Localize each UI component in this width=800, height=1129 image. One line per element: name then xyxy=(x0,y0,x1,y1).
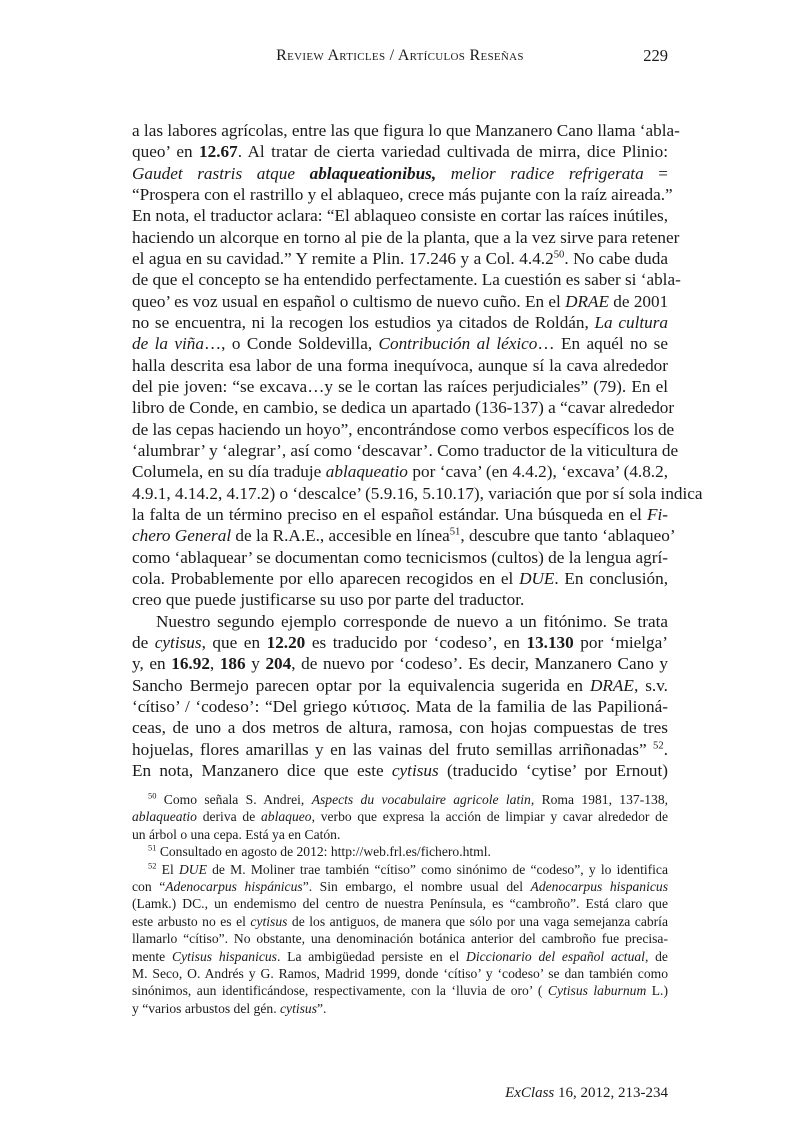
footnotes xyxy=(132,791,668,1017)
text-run: deriva de xyxy=(196,809,261,825)
text-run: Cytisus laburnum xyxy=(547,983,647,999)
text-run: , descubre que tanto ‘ablaqueo’ xyxy=(460,526,676,546)
text-run: … En aquél no se xyxy=(537,334,668,354)
text-run: cytisus xyxy=(154,632,202,652)
footnote-line xyxy=(132,982,668,999)
text-run: de 2001 xyxy=(609,291,669,311)
text-run: a las labores agrícolas, entre las que figura lo que Manzanero Cano llama ‘abla- xyxy=(132,121,680,140)
text-run: sinónimos, aun identificándose, respectivamente, con la ‘lluvia de oro’ ( xyxy=(132,983,548,999)
text-run: Consultado en agosto de 2012: http://web.frl.es/fichero.html. xyxy=(156,844,491,860)
body-line xyxy=(132,653,668,674)
text-run: 12.20 xyxy=(266,632,306,652)
text-run: de la R.A.E., accesible en línea xyxy=(231,526,450,546)
footnote-line xyxy=(132,1000,668,1017)
text-run: Contribución al léxico xyxy=(378,334,538,354)
text-run: Aspects du vocabulaire agricole latin xyxy=(311,792,531,807)
body-line xyxy=(132,717,668,738)
text-run: ablaqueatio xyxy=(325,462,408,482)
body-line xyxy=(132,227,680,248)
text-run: y “varios arbustos del gén. xyxy=(132,1000,280,1016)
text-run: Como señala S. Andrei, xyxy=(156,792,312,807)
text-run: 13.130 xyxy=(526,632,574,652)
footnote-ref: 51 xyxy=(449,526,461,538)
text-run: la falta de un término preciso en el español estándar. Una búsqueda en el xyxy=(132,504,647,524)
text-run: libro de Conde, en cambio, se dedica un apartado (136-137) a “cavar alrededor xyxy=(132,398,675,418)
body-line xyxy=(132,675,668,696)
text-run: DRAE xyxy=(590,675,634,695)
page-number: 229 xyxy=(643,46,668,65)
text-run: . No cabe duda xyxy=(564,248,668,268)
body-line xyxy=(132,589,668,610)
text-run: ceas, de uno a dos metros de altura, ramosa, con hojas compuestas de tres xyxy=(132,718,668,738)
footnote-line xyxy=(132,878,668,895)
text-run: 204 xyxy=(265,654,292,674)
body-line xyxy=(132,397,675,418)
text-run: ablaqueationibus, xyxy=(309,163,437,183)
footnote-ref: 50 xyxy=(148,790,157,801)
text-run: Gaudet rastris atque xyxy=(132,163,310,183)
text-run: Sancho Bermejo parecen optar por la equivalencia sugerida en xyxy=(132,675,591,695)
text-run: , Roma 1981, 137-138, xyxy=(530,792,669,807)
text-run: En nota, Manzanero dice que este xyxy=(132,760,392,780)
text-run: Fi- xyxy=(647,504,668,524)
text-run: (traducido ‘cytise’ por Ernout) xyxy=(438,760,668,780)
text-run: “Prospera con el rastrillo y el ablaqueo, crece más pujante con la raíz aireada.” xyxy=(132,184,673,204)
text-run: halla descrita esa labor de una forma inequívoca, aunque sí la cava alrededor xyxy=(132,355,668,375)
text-run: Nuestro segundo ejemplo corresponde de nuevo a un fitónimo. Se trata xyxy=(156,611,668,631)
body-line xyxy=(132,141,668,162)
body-line xyxy=(132,163,668,184)
body-line xyxy=(132,312,668,333)
text-run: por ‘mielga’ xyxy=(573,632,668,652)
text-run: melior radice refrigerata xyxy=(436,163,644,183)
footnote-line xyxy=(132,861,668,878)
footnote-line xyxy=(132,808,668,825)
footnote-line xyxy=(132,913,668,930)
text-run: de las cepas haciendo un hoyo”, encontrándose como verbos específicos los de xyxy=(132,419,675,439)
text-run: es traducido por ‘codeso’, en xyxy=(305,632,527,652)
text-run: …, o Conde Soldevilla, xyxy=(203,334,379,354)
body-line xyxy=(132,355,668,376)
body-line xyxy=(132,184,673,205)
text-run: Adenocarpus hispanicus xyxy=(530,878,668,894)
body-line xyxy=(132,333,668,354)
text-run: no se encuentra, ni la recogen los estudios ya citados de Roldán, xyxy=(132,312,595,332)
text-run: y xyxy=(245,654,266,674)
text-run: de xyxy=(132,632,155,652)
text-run: ”. Sin embargo, el nombre usual del xyxy=(302,878,531,894)
body-line xyxy=(132,611,668,632)
text-run: cytisus xyxy=(250,913,288,929)
text-run: ‘cítiso’ / ‘codeso’: “Del griego κύτισος. Mata de la familia de las Papilioná- xyxy=(132,696,668,716)
text-run: , de nuevo por ‘codeso’. Es decir, Manzanero Cano y xyxy=(291,654,668,674)
text-run: DUE xyxy=(178,861,207,877)
body-line xyxy=(132,483,703,504)
text-run: cytisus xyxy=(280,1000,317,1016)
text-run: En nota, el traductor aclara: “El ablaqueo consiste en cortar las raíces inútiles, xyxy=(132,206,668,226)
text-run: ”. xyxy=(317,1000,327,1016)
text-run: Diccionario del español actual xyxy=(466,948,645,964)
text-run: llamarlo “cítiso”. No obstante, una denominación botánica anterior del cambroño fue precisa- xyxy=(132,931,668,947)
journal-volume-pages: 16, 2012, 213-234 xyxy=(554,1085,668,1101)
body-line xyxy=(132,269,681,290)
body-line xyxy=(132,248,668,269)
journal-citation xyxy=(505,1085,668,1102)
body-line xyxy=(132,525,676,546)
text-run: Cytisus hispanicus xyxy=(172,948,277,964)
text-run: chero General xyxy=(132,526,232,546)
text-run: queo’ en xyxy=(132,142,200,162)
body-line xyxy=(132,440,679,461)
text-run: 12.67 xyxy=(199,142,238,162)
text-run: . Al tratar de cierta variedad cultivada de mirra, dice Plinio: xyxy=(237,142,668,162)
text-run: DRAE xyxy=(565,291,609,311)
body-line xyxy=(132,291,668,312)
text-run: , de xyxy=(644,948,668,964)
footnote-line xyxy=(132,843,668,860)
text-run: ablaqueo xyxy=(260,809,312,825)
text-run: por ‘cava’ (en 4.4.2), ‘excava’ (4.8.2, xyxy=(407,462,668,482)
footnote-line xyxy=(132,948,668,965)
text-run: mente xyxy=(132,948,172,964)
text-run: cytisus xyxy=(391,760,439,780)
text-run: . En conclusión, xyxy=(554,568,669,588)
text-run: como ‘ablaquear’ se documentan como tecnicismos (cultos) de la lengua agrí- xyxy=(132,547,668,567)
footnote-ref: 52 xyxy=(653,739,664,751)
text-run: Columela, en su día traduje xyxy=(132,462,326,482)
body-line xyxy=(132,547,668,568)
body-line xyxy=(132,739,668,760)
text-run: de M. Moliner trae también “cítiso” como sinónimo de “codeso”, y lo identifica xyxy=(206,861,668,877)
text-run: haciendo un alcorque en torno al pie de la planta, que a la vez sirve para retener xyxy=(132,227,680,247)
text-run: , xyxy=(209,654,220,674)
footnote-ref: 51 xyxy=(148,842,157,853)
body-line xyxy=(132,419,675,440)
text-run: , que en xyxy=(201,632,267,652)
text-run: ablaqueatio xyxy=(132,809,197,825)
text-run: de que el concepto se ha entendido perfectamente. La cuestión es saber si ‘abla- xyxy=(132,270,681,290)
text-run: La cultura xyxy=(594,312,668,332)
body-line xyxy=(132,568,668,589)
text-run: hojuelas, flores amarillas y en las vainas del fruto semillas arriñonadas” xyxy=(132,739,654,759)
footnote-line xyxy=(132,965,668,982)
footnote-line xyxy=(132,791,668,808)
text-run: del pie joven: “se excava…y se le cortan las raíces perjudiciales” (79). En el xyxy=(132,376,668,396)
journal-name: ExClass xyxy=(505,1085,555,1101)
text-run: . La ambigüedad persiste en el xyxy=(276,948,467,964)
footnote-line xyxy=(132,895,668,912)
text-run: el agua en su cavidad.” Y remite a Plin. 17.246 y a Col. 4.4.2 xyxy=(132,248,554,268)
text-run: y, en xyxy=(132,654,172,674)
text-run: M. Seco, O. Andrés y G. Ramos, Madrid 1999, donde ‘cítiso’ y ‘codeso’ se dan también como xyxy=(132,965,668,981)
text-run: de la viña xyxy=(132,334,204,354)
text-run: este arbusto no es el xyxy=(132,913,251,929)
body-line xyxy=(132,461,668,482)
running-header: Review Articles / Artículos Reseñas xyxy=(276,47,524,64)
text-run: ‘alumbrar’ y ‘alegrar’, así como ‘descavar’. Como traductor de la viticultura de xyxy=(132,440,679,460)
text-run: 4.9.1, 4.14.2, 4.17.2) o ‘descalce’ (5.9.16, 5.10.17), variación que por sí sola indica xyxy=(132,483,703,503)
footnote-ref: 50 xyxy=(553,249,565,261)
body-line xyxy=(132,632,668,653)
body-line xyxy=(132,205,668,226)
text-run: = xyxy=(643,163,669,183)
body-line xyxy=(132,120,680,141)
text-run: con “ xyxy=(132,878,166,894)
text-run: creo que puede justificarse su uso por parte del traductor. xyxy=(132,590,525,610)
text-run: un árbol o una cepa. Está ya en Catón. xyxy=(132,826,341,842)
footnote-line xyxy=(132,826,668,843)
text-run: DUE xyxy=(519,568,555,588)
body-line xyxy=(132,504,668,525)
text-run: 186 xyxy=(219,654,246,674)
body-line xyxy=(132,376,668,397)
text-run: L.) xyxy=(646,983,668,999)
text-run: queo’ es voz usual en español o cultismo de nuevo cuño. En el xyxy=(132,291,566,311)
main-text xyxy=(132,120,703,781)
text-run: de los antiguos, de manera que sólo por una vaga semejanza cabría xyxy=(287,913,668,929)
text-run: , verbo que expresa la acción de limpiar y cavar alrededor de xyxy=(311,809,668,825)
text-run: . xyxy=(663,739,668,759)
text-run: Adenocarpus hispánicus xyxy=(165,878,303,894)
text-run: 16.92 xyxy=(171,654,210,674)
text-run: (Lamk.) DC., un endemismo del centro de nuestra Península, es “cambroño”. Está claro que xyxy=(132,896,668,912)
body-line xyxy=(132,696,668,717)
body-line xyxy=(132,760,668,781)
text-run: , s.v. xyxy=(633,675,668,695)
footnote-line xyxy=(132,930,668,947)
text-run: El xyxy=(156,861,179,877)
footnote-ref: 52 xyxy=(148,860,157,871)
text-run: cola. Probablemente por ello aparecen recogidos en el xyxy=(132,568,520,588)
